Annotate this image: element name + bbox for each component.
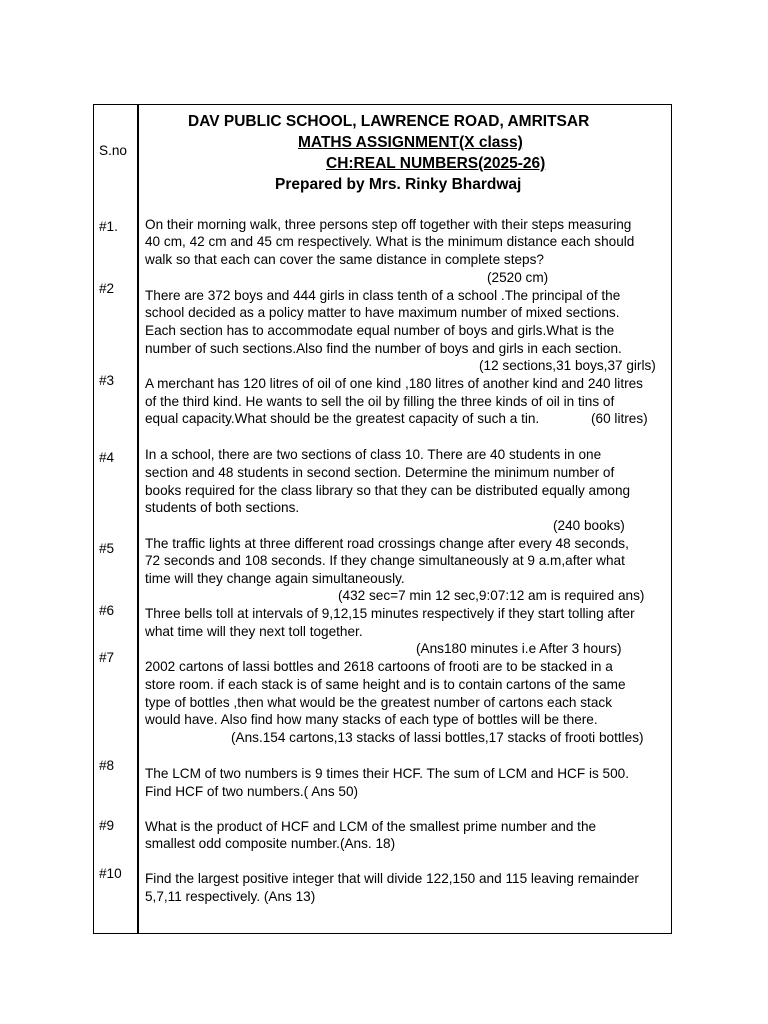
question-line: Three bells toll at intervals of 9,12,15 minutes respectively if they start tolling after xyxy=(145,606,635,621)
question-line: equal capacity.What should be the greatest capacity of such a tin. xyxy=(145,411,540,426)
question-line: There are 372 boys and 444 girls in class tenth of a school .The principal of the xyxy=(145,288,621,303)
question-line: In a school, there are two sections of class 10. There are 40 students in one xyxy=(145,447,602,462)
question-line: type of bottles ,then what would be the greatest number of cartons each stack xyxy=(145,695,612,710)
question-answer: (Ans.154 cartons,13 stacks of lassi bottles,17 stacks of frooti bottles) xyxy=(231,730,644,745)
question-answer: (432 sec=7 min 12 sec,9:07:12 am is required ans) xyxy=(338,588,645,603)
question-number: #4 xyxy=(99,450,115,465)
question-line: smallest odd composite number.(Ans. 18) xyxy=(145,836,396,851)
question-line: section and 48 students in second section. Determine the minimum number of xyxy=(145,465,615,480)
question-answer: (240 books) xyxy=(553,518,625,533)
question-line: The traffic lights at three different road crossings change after every 48 seconds, xyxy=(145,536,629,551)
question-line: On their morning walk, three persons step off together with their steps measuring xyxy=(145,217,632,232)
question-line: students of both sections. xyxy=(145,500,300,515)
question-line: of the third kind. He wants to sell the oil by filling the three kinds of oil in tins of xyxy=(145,394,615,409)
question-line: store room. if each stack is of same height and is to contain cartons of the same xyxy=(145,677,626,692)
question-line: time will they change again simultaneously. xyxy=(145,571,405,586)
question-number: #9 xyxy=(99,818,115,833)
question-line: Find the largest positive integer that will divide 122,150 and 115 leaving remainder xyxy=(145,871,639,886)
question-line: 2002 cartons of lassi bottles and 2618 cartoons of frooti are to be stacked in a xyxy=(145,659,613,674)
question-answer: (2520 cm) xyxy=(487,270,549,285)
school-name: DAV PUBLIC SCHOOL, LAWRENCE ROAD, AMRITSAR xyxy=(188,113,590,130)
question-answer: (Ans180 minutes i.e After 3 hours) xyxy=(416,641,622,656)
question-line: Each section has to accommodate equal number of boys and girls.What is the xyxy=(145,323,615,338)
prepared-by: Prepared by Mrs. Rinky Bhardwaj xyxy=(275,176,522,193)
question-line: books required for the class library so that they can be distributed equally among xyxy=(145,483,631,498)
question-number: #3 xyxy=(99,373,115,388)
question-line: 5,7,11 respectively. (Ans 13) xyxy=(145,889,316,904)
sno-column-header: S.no xyxy=(99,143,127,158)
question-number: #1. xyxy=(99,219,118,234)
column-divider xyxy=(137,104,139,934)
question-number: #7 xyxy=(99,650,115,665)
question-line: The LCM of two numbers is 9 times their HCF. The sum of LCM and HCF is 500. xyxy=(145,766,630,781)
chapter-title: CH:REAL NUMBERS(2025-26) xyxy=(326,155,546,172)
question-line: 72 seconds and 108 seconds. If they change simultaneously at 9 a.m,after what xyxy=(145,553,625,568)
question-line: would have. Also find how many stacks of each type of bottles will be there. xyxy=(145,712,598,727)
assignment-title: MATHS ASSIGNMENT(X class) xyxy=(298,134,523,151)
question-line: A merchant has 120 litres of oil of one kind ,180 litres of another kind and 240 litres xyxy=(145,376,643,391)
question-line: Find HCF of two numbers.( Ans 50) xyxy=(145,784,359,799)
question-number: #10 xyxy=(99,866,122,881)
question-number: #2 xyxy=(99,281,115,296)
question-number: #5 xyxy=(99,541,115,556)
question-line: 40 cm, 42 cm and 45 cm respectively. What is the minimum distance each should xyxy=(145,234,635,249)
question-number: #8 xyxy=(99,758,115,773)
question-line: number of such sections.Also find the number of boys and girls in each section. xyxy=(145,341,622,356)
question-line: What is the product of HCF and LCM of the smallest prime number and the xyxy=(145,819,597,834)
question-line: school decided as a policy matter to have maximum number of mixed sections. xyxy=(145,305,620,320)
question-line: what time will they next toll together. xyxy=(145,624,363,639)
question-number: #6 xyxy=(99,603,115,618)
question-line: walk so that each can cover the same distance in complete steps? xyxy=(145,252,544,267)
question-answer: (12 sections,31 boys,37 girls) xyxy=(479,358,656,373)
question-answer: (60 litres) xyxy=(591,411,648,426)
